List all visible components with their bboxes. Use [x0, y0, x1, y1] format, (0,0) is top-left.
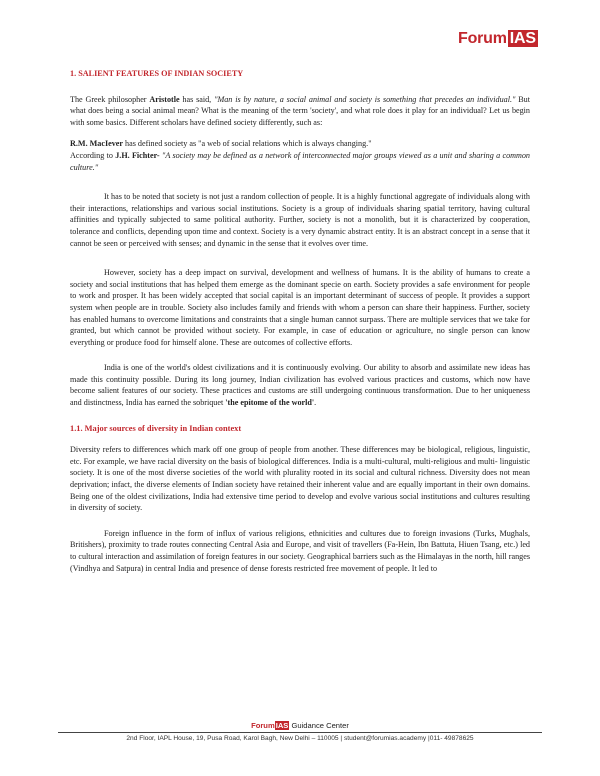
logo-ias-text: IAS: [509, 30, 536, 47]
logo-forum-text: Forum: [458, 30, 507, 47]
header-logo: [0, 30, 600, 50]
footer-address: 2nd Floor, IAPL House, 19, Pusa Road, Karol Bagh, New Delhi – 110005 | student@forumias.academy |011- 49878625: [126, 735, 474, 742]
definition-maciever: [70, 138, 530, 150]
fichter-prefix: According to: [70, 150, 116, 160]
footer-divider: [58, 732, 542, 733]
footer-center-title: [0, 721, 600, 730]
epitome-phrase: 'the epitome of the world': [225, 398, 315, 408]
society-paragraph-1: It has to be noted that society is not just a random collection of people. It is a highly functional aggregate of individuals along with their interactions, relationships and various social institutions. Society is a group of individuals sharing spatial territory, having cultural affinities and typically subjected to same political authority. Further, society is not a monolith, but it is characterized by cooperation, tolerance and conflicts, depending upon time and context. Society is a very dynamic abstract entity. It is an abstract concept in a sense that it cannot be seen or perceived with senses; and dynamic in the sense that it evolves over time.: [70, 192, 530, 248]
aristotle-quote: "Man is by nature, a social animal and society is something that precedes an individual.": [214, 94, 516, 104]
fichter-quote: "A society may be defined as a network of interconnected major groups viewed as a unit and sharing a common culture.": [70, 150, 530, 172]
india-text-end: .: [314, 398, 317, 408]
intro-text-1: The Greek philosopher: [70, 94, 150, 104]
intro-paragraph: [70, 94, 530, 129]
aristotle-name: Aristotle: [149, 94, 180, 104]
india-text: India is one of the world's oldest civilizations and it is continuously evolving. Our ability to absorb and assimilate new ideas has made this continuity possible. During its long journey, Indian civilization has evolved various practices and customs, which now have become salient features of our society. These practices and customs are still undergoing continuous transformation. Due to her uniqueness and distinctness, India has earned the sobriquet: [70, 363, 530, 408]
maciever-name: R.M. MacIever: [70, 139, 124, 149]
intro-text-2: has said,: [179, 94, 215, 104]
society-paragraph-2: However, society has a deep impact on survival, development and wellness of humans. It is the ability of humans to create a society and social institutions that has helped them emerge as the dominant specie on earth. Society provides a safe environment for people to work and prosper. It has been widely accepted that social capital is an important determinant of success of people. It provides a support system when people are in trouble. Society also includes family and friends with whom a person can share their happiness. Further, society has enabled humans to overcome limitations and constraints that a single human cannot surpass. There are multiple services that we take for granted, but which cannot be provided without society. For example, in case of education or agriculture, no single person can know everything or produce food for himself alone. These are outcomes of collective efforts.: [70, 268, 530, 347]
forumias-logo: [458, 30, 538, 48]
fichter-name: J.H. Fichter-: [115, 150, 160, 160]
section-1-heading: 1. SALIENT FEATURES OF INDIAN SOCIETY: [70, 69, 244, 78]
definition-fichter: [70, 150, 530, 173]
footer-forum-text: Forum: [251, 721, 275, 730]
document-body: [70, 68, 530, 574]
foreign-influence-paragraph: Foreign influence in the form of influx of various religions, ethnicities and cultures due to foreign invasions (Turks, Mughals, Britishers), proximity to trade routes connecting Central Asia and Europe, and visit of travellers (Fa-Hein, Ibn Battuta, Hiuen Tsang, etc.) led to cultural interaction and assimilation of foreign features in our society. Geographical barriers such as the Himalayas in the north, hill ranges (Vindhya and Satpura) in central India and presence of dense forests restricted free movement of people. It led to: [70, 528, 530, 573]
maciever-text: has defined society as "a web of social relations which is always changing.": [123, 139, 372, 149]
footer-ias-text: IAS: [275, 721, 289, 730]
diversity-paragraph: Diversity refers to differences which mark off one group of people from another. These differences may be biological, religious, linguistic, etc. For example, we have racial diversity on the basis of biological differences. India is a multi-cultural, multi-religious and multi- linguistic society. It is one of the most diverse societies of the world with plurality rooted in its social and cultural richness. Diversity does not mean deprivation; infact, the diverse elements of Indian society have retained their inherent value and are equally important in their own domains. Being one of the oldest civilizations, India had extensive time period to develop and evolve various social institutions and cultures resulting in diversity of society.: [70, 445, 530, 513]
intro-text-3: But what does being a social animal mean? What is the meaning of the term 'society', and what role does it play for an individual? Let us begin with some basics. Different scholars have defined society differently, such as:: [70, 94, 530, 127]
section-1-1-heading: 1.1. Major sources of diversity in Indian context: [70, 423, 242, 433]
india-civilization-paragraph: [70, 362, 530, 408]
footer-guidance-center: Guidance Center: [289, 721, 349, 730]
